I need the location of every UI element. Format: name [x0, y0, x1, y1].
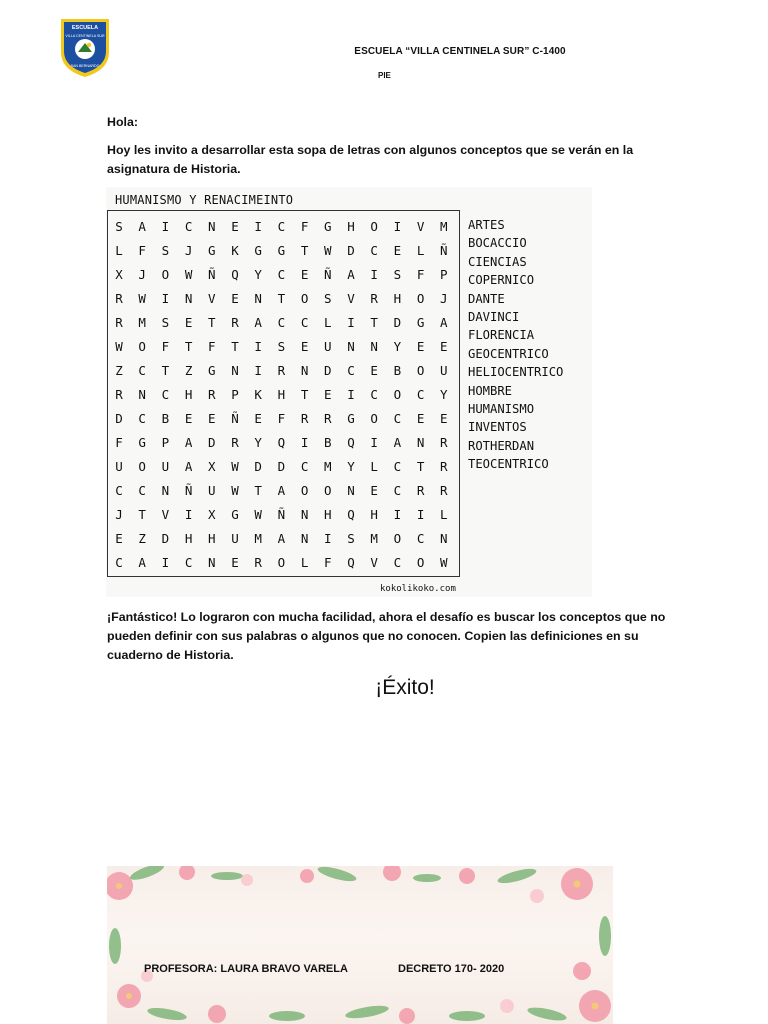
grid-cell: C: [138, 363, 146, 378]
grid-cell: Q: [347, 555, 355, 570]
grid-cell: C: [393, 411, 402, 426]
logo-top-text: ESCUELA: [71, 25, 99, 31]
grid-cell: Z: [115, 363, 123, 378]
grid-cell: E: [184, 411, 193, 426]
letter-grid: [107, 210, 460, 577]
grid-cell: H: [393, 291, 402, 306]
grid-cell: L: [416, 243, 425, 258]
grid-cell: M: [138, 315, 146, 330]
grid-cell: O: [416, 555, 425, 570]
grid-cell: E: [300, 267, 309, 282]
word-list-item: DANTE: [468, 291, 505, 306]
grid-cell: E: [440, 411, 448, 426]
grid-cell: D: [347, 243, 355, 258]
grid-cell: U: [208, 483, 216, 498]
word-list-item: HELIOCENTRICO: [468, 365, 564, 380]
grid-cell: A: [138, 555, 146, 570]
grid-cell: I: [416, 507, 425, 522]
grid-cell: G: [347, 411, 355, 426]
grid-cell: P: [231, 387, 239, 402]
grid-cell: N: [440, 531, 448, 546]
grid-cell: K: [254, 387, 262, 402]
grid-cell: I: [393, 219, 402, 234]
grid-cell: N: [370, 339, 378, 354]
grid-cell: R: [416, 483, 425, 498]
grid-cell: T: [300, 243, 309, 258]
grid-cell: D: [208, 435, 216, 450]
puzzle-credit: kokolikoko.com: [380, 584, 456, 594]
grid-cell: T: [277, 291, 286, 306]
grid-cell: J: [440, 291, 448, 306]
grid-cell: E: [254, 411, 262, 426]
program-label: PIE: [378, 71, 391, 80]
grid-cell: Y: [393, 339, 402, 354]
grid-cell: G: [208, 243, 216, 258]
grid-cell: G: [231, 507, 239, 522]
grid-cell: A: [277, 531, 286, 546]
grid-cell: A: [277, 483, 286, 498]
grid-cell: T: [208, 315, 216, 330]
grid-cell: J: [115, 507, 123, 522]
grid-cell: S: [161, 315, 170, 330]
grid-cell: A: [184, 435, 193, 450]
word-list-item: ARTES: [468, 218, 505, 232]
grid-cell: Q: [231, 267, 239, 282]
grid-cell: R: [208, 387, 216, 402]
grid-cell: F: [416, 267, 425, 282]
grid-cell: S: [161, 243, 170, 258]
grid-cell: E: [370, 363, 378, 378]
grid-cell: C: [370, 387, 378, 402]
grid-cell: F: [115, 435, 123, 450]
closing-message: ¡Éxito!: [375, 676, 435, 699]
word-list-item: INVENTOS: [468, 420, 527, 435]
grid-cell: M: [324, 459, 332, 474]
grid-cell: N: [208, 219, 216, 234]
grid-cell: O: [393, 387, 402, 402]
logo-bottom-text: SAN BERNARDO: [70, 64, 100, 68]
grid-cell: C: [370, 243, 378, 258]
grid-cell: V: [347, 291, 355, 306]
grid-cell: X: [208, 459, 216, 474]
grid-cell: F: [300, 219, 309, 234]
grid-cell: E: [231, 555, 239, 570]
grid-cell: S: [393, 267, 402, 282]
grid-cell: S: [324, 291, 332, 306]
grid-cell: L: [300, 555, 309, 570]
grid-cell: Y: [347, 459, 355, 474]
word-list-item: BOCACCIO: [468, 236, 527, 251]
grid-cell: Ñ: [184, 483, 193, 498]
outro-paragraph: ¡Fantástico! Lo lograron con mucha facilidad, ahora el desafío es buscar los conceptos que no pueden definir con sus palabras o algunos que no conocen. Copien las definiciones en su cuaderno de Historia.: [107, 610, 666, 662]
grid-cell: W: [231, 483, 239, 498]
grid-cell: I: [370, 267, 378, 282]
grid-cell: E: [393, 243, 402, 258]
word-list-item: GEOCENTRICO: [468, 346, 549, 361]
grid-cell: Y: [440, 387, 448, 402]
grid-cell: R: [370, 291, 378, 306]
grid-cell: C: [184, 219, 193, 234]
grid-cell: S: [277, 339, 286, 354]
grid-cell: C: [416, 531, 425, 546]
grid-cell: B: [161, 411, 170, 426]
grid-cell: Y: [254, 267, 262, 282]
grid-cell: I: [184, 507, 193, 522]
word-list-item: HOMBRE: [468, 383, 513, 398]
school-name: ESCUELA “VILLA CENTINELA SUR” C-1400: [354, 46, 566, 57]
grid-cell: V: [208, 291, 216, 306]
grid-cell: I: [300, 435, 309, 450]
grid-cell: G: [277, 243, 286, 258]
grid-cell: V: [161, 507, 170, 522]
grid-cell: W: [440, 555, 448, 570]
grid-cell: S: [115, 219, 123, 234]
grid-cell: A: [393, 435, 402, 450]
grid-cell: W: [231, 459, 239, 474]
grid-cell: W: [254, 507, 262, 522]
grid-cell: J: [184, 243, 193, 258]
word-list-item: DAVINCI: [468, 310, 520, 325]
grid-cell: I: [324, 531, 332, 546]
grid-cell: R: [440, 459, 448, 474]
grid-cell: M: [370, 531, 378, 546]
grid-cell: V: [416, 219, 425, 234]
grid-cell: E: [208, 411, 216, 426]
grid-cell: X: [115, 267, 123, 282]
grid-cell: N: [300, 507, 309, 522]
logo-middle-text: VILLA CENTINELA SUR: [65, 34, 105, 38]
grid-cell: J: [138, 267, 146, 282]
grid-cell: R: [254, 555, 262, 570]
grid-cell: N: [208, 555, 216, 570]
word-list-item: HUMANISMO: [468, 402, 535, 417]
grid-cell: C: [277, 267, 286, 282]
grid-cell: R: [277, 363, 286, 378]
grid-cell: W: [138, 291, 146, 306]
grid-cell: O: [300, 291, 309, 306]
grid-cell: L: [370, 459, 378, 474]
grid-cell: P: [440, 267, 448, 282]
grid-cell: O: [370, 219, 378, 234]
grid-cell: Z: [138, 531, 146, 546]
grid-cell: B: [393, 363, 402, 378]
word-list-item: TEOCENTRICO: [468, 457, 549, 472]
grid-cell: C: [393, 459, 402, 474]
grid-cell: D: [115, 411, 123, 426]
grid-cell: C: [300, 315, 309, 330]
grid-cell: E: [231, 219, 239, 234]
grid-cell: N: [347, 483, 355, 498]
grid-cell: I: [347, 387, 355, 402]
word-list-item: CIENCIAS: [468, 254, 527, 269]
grid-cell: I: [254, 363, 262, 378]
grid-cell: T: [184, 339, 193, 354]
grid-cell: N: [184, 291, 193, 306]
grid-cell: F: [138, 243, 146, 258]
grid-cell: C: [115, 555, 123, 570]
grid-cell: R: [324, 411, 332, 426]
school-crest-logo: [58, 16, 112, 78]
grid-cell: E: [440, 339, 448, 354]
grid-cell: M: [440, 219, 448, 234]
grid-cell: A: [138, 219, 146, 234]
grid-cell: W: [115, 339, 123, 354]
grid-cell: G: [324, 219, 332, 234]
grid-cell: A: [184, 459, 193, 474]
grid-cell: R: [231, 315, 239, 330]
word-list-item: COPERNICO: [468, 273, 535, 288]
grid-cell: V: [370, 555, 378, 570]
word-list-item: ROTHERDAN: [468, 438, 535, 453]
grid-cell: N: [161, 483, 170, 498]
grid-cell: G: [138, 435, 146, 450]
grid-cell: C: [277, 315, 286, 330]
grid-cell: G: [254, 243, 262, 258]
grid-cell: Ñ: [324, 267, 332, 282]
grid-cell: W: [324, 243, 332, 258]
grid-cell: D: [161, 531, 170, 546]
grid-cell: O: [161, 267, 170, 282]
grid-cell: T: [300, 387, 309, 402]
grid-cell: A: [347, 267, 355, 282]
grid-cell: Ñ: [208, 267, 216, 282]
grid-cell: I: [370, 435, 378, 450]
grid-cell: N: [416, 435, 425, 450]
grid-cell: E: [115, 531, 123, 546]
grid-cell: H: [277, 387, 286, 402]
grid-cell: C: [416, 387, 425, 402]
grid-cell: O: [393, 531, 402, 546]
teacher-name: PROFESORA: LAURA BRAVO VARELA: [144, 963, 348, 975]
grid-cell: L: [440, 507, 448, 522]
grid-cell: H: [347, 219, 355, 234]
grid-cell: W: [184, 267, 193, 282]
grid-cell: I: [393, 507, 402, 522]
grid-cell: O: [416, 291, 425, 306]
grid-cell: N: [300, 363, 309, 378]
grid-cell: G: [208, 363, 216, 378]
grid-cell: C: [393, 483, 402, 498]
grid-cell: R: [440, 435, 448, 450]
grid-cell: U: [161, 459, 170, 474]
grid-cell: C: [138, 483, 146, 498]
word-list-item: FLORENCIA: [468, 328, 535, 343]
puzzle-title: HUMANISMO Y RENACIMEINTO: [115, 193, 294, 207]
grid-cell: Q: [347, 435, 355, 450]
grid-cell: A: [254, 315, 262, 330]
grid-cell: G: [416, 315, 425, 330]
grid-cell: O: [138, 459, 146, 474]
grid-cell: N: [138, 387, 146, 402]
grid-cell: E: [370, 483, 378, 498]
grid-cell: E: [416, 339, 425, 354]
grid-cell: E: [300, 339, 309, 354]
grid-cell: C: [184, 555, 193, 570]
grid-cell: Ñ: [277, 507, 286, 522]
grid-cell: C: [161, 387, 170, 402]
grid-cell: F: [161, 339, 170, 354]
grid-cell: F: [208, 339, 216, 354]
grid-cell: T: [370, 315, 378, 330]
grid-cell: I: [161, 219, 170, 234]
grid-cell: C: [138, 411, 146, 426]
grid-cell: H: [184, 531, 193, 546]
grid-cell: R: [231, 435, 239, 450]
grid-cell: Q: [277, 435, 286, 450]
grid-cell: D: [277, 459, 286, 474]
grid-cell: T: [416, 459, 425, 474]
grid-cell: H: [324, 507, 332, 522]
grid-cell: M: [254, 531, 262, 546]
grid-cell: D: [324, 363, 332, 378]
grid-cell: F: [324, 555, 332, 570]
greeting: Hola:: [107, 115, 138, 129]
grid-cell: O: [324, 483, 332, 498]
word-list: [468, 216, 563, 474]
grid-cell: N: [231, 363, 239, 378]
grid-cell: T: [254, 483, 262, 498]
grid-cell: R: [115, 291, 123, 306]
floral-border-decoration: [107, 866, 613, 1024]
grid-cell: H: [184, 387, 193, 402]
grid-cell: D: [393, 315, 402, 330]
grid-cell: U: [440, 363, 448, 378]
grid-cell: E: [231, 291, 239, 306]
grid-cell: Ñ: [440, 243, 448, 258]
grid-cell: E: [324, 387, 332, 402]
grid-cell: I: [161, 291, 170, 306]
grid-cell: Z: [184, 363, 193, 378]
grid-cell: E: [184, 315, 193, 330]
grid-cell: D: [254, 459, 262, 474]
decree-label: DECRETO 170- 2020: [398, 963, 505, 975]
grid-cell: T: [161, 363, 170, 378]
grid-cell: R: [115, 315, 123, 330]
grid-cell: C: [115, 483, 123, 498]
footer-banner: [107, 866, 613, 1024]
grid-cell: A: [440, 315, 448, 330]
grid-cell: U: [115, 459, 123, 474]
grid-cell: H: [370, 507, 378, 522]
grid-cell: C: [393, 555, 402, 570]
grid-cell: U: [324, 339, 332, 354]
grid-cell: I: [347, 315, 355, 330]
grid-cell: I: [254, 219, 262, 234]
grid-cell: R: [300, 411, 309, 426]
grid-cell: O: [300, 483, 309, 498]
grid-cell: X: [208, 507, 216, 522]
grid-cell: T: [138, 507, 146, 522]
grid-cell: R: [440, 483, 448, 498]
grid-cell: U: [231, 531, 239, 546]
grid-cell: L: [115, 243, 123, 258]
grid-cell: S: [347, 531, 355, 546]
grid-cell: T: [231, 339, 239, 354]
grid-cell: O: [416, 363, 425, 378]
grid-cell: R: [115, 387, 123, 402]
grid-cell: B: [324, 435, 332, 450]
grid-cell: E: [416, 411, 425, 426]
grid-cell: Q: [347, 507, 355, 522]
grid-cell: Y: [254, 435, 262, 450]
grid-cell: C: [300, 459, 309, 474]
grid-cell: P: [161, 435, 170, 450]
grid-cell: F: [277, 411, 286, 426]
grid-cell: I: [161, 555, 170, 570]
grid-cell: O: [277, 555, 286, 570]
grid-cell: C: [347, 363, 355, 378]
grid-cell: H: [208, 531, 216, 546]
grid-cell: I: [254, 339, 262, 354]
intro-paragraph: Hoy les invito a desarrollar esta sopa de letras con algunos conceptos que se verán en la asignatura de Historia.: [107, 143, 634, 176]
grid-cell: L: [324, 315, 332, 330]
grid-cell: K: [231, 243, 239, 258]
grid-cell: O: [370, 411, 378, 426]
grid-cell: Ñ: [231, 411, 239, 426]
grid-cell: N: [347, 339, 355, 354]
grid-cell: N: [254, 291, 262, 306]
grid-cell: N: [300, 531, 309, 546]
grid-cell: O: [138, 339, 146, 354]
grid-cell: C: [277, 219, 286, 234]
